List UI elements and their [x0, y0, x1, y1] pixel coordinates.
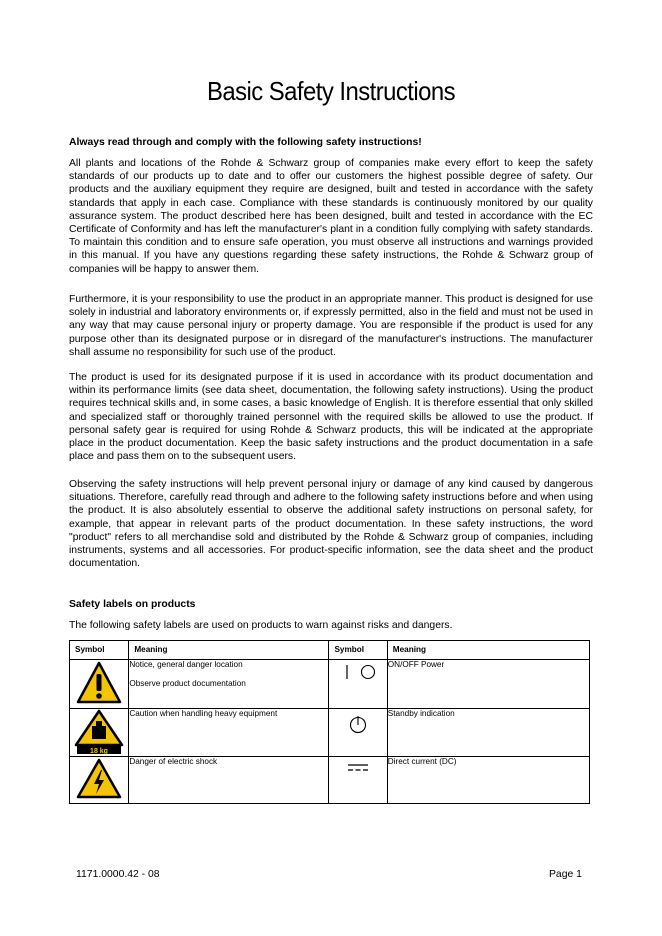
general-danger-icon	[75, 660, 123, 706]
meaning-text: Danger of electric shock	[129, 757, 218, 766]
electric-shock-icon	[75, 757, 123, 801]
paragraph: The product is used for its designated purpose if it is used in accordance with its product documentation and within its performance limits (see data sheet, documentation, the following safety instructions). Using the product requires technical skills and, in some cases, a basic knowledge of English. It is therefore essential that only skilled and specialized staff or thoroughly trained personnel with the required skills be allowed to use the product. If personal safety gear is required for using Rohde & Schwarz products, this will be indicated at the appropriate place in the product documentation. Keep the basic safety instructions and the product documentation in a safe place and pass them on to the subsequent users.	[69, 372, 593, 463]
symbol-cell	[70, 660, 129, 709]
table-row	[70, 757, 590, 804]
column-header: Symbol	[70, 641, 129, 660]
table-header-row	[70, 641, 590, 660]
column-header: Meaning	[387, 641, 589, 660]
section-lead: The following safety labels are used on products to warn against risks and dangers.	[69, 620, 453, 631]
meaning-text: Caution when handling heavy equipment	[129, 709, 278, 718]
intro-statement: Always read through and comply with the following safety instructions!	[69, 137, 422, 148]
paragraph: All plants and locations of the Rohde & Schwarz group of companies make every effort to keep the safety standards of our products up to date and to offer our customers the highest possible degree of safety. Our products and the auxiliary equipment they require are designed, built and tested in accordance with the safety standards that apply in each case. Compliance with these standards is continuously monitored by our quality assurance system. The product described here has been designed, built and tested in accordance with the EC Certificate of Conformity and has left the manufacturer's plant in a condition fully complying with safety standards. To maintain this condition and to ensure safe operation, you must observe all instructions and warnings provided in this manual. If you have any questions regarding these safety instructions, the Rohde & Schwarz group of companies will be happy to answer them.	[69, 158, 593, 275]
page-number: Page 1	[549, 869, 582, 880]
meaning-cell	[129, 660, 329, 709]
symbol-cell	[70, 757, 129, 804]
safety-labels-table	[69, 640, 590, 804]
meaning-cell	[129, 709, 329, 757]
symbol-cell	[70, 709, 129, 757]
column-header: Meaning	[129, 641, 329, 660]
table-row	[70, 709, 590, 757]
section-heading: Safety labels on products	[69, 599, 196, 610]
direct-current-icon	[333, 757, 383, 781]
weight-label: 18 kg	[90, 748, 109, 754]
symbol-cell	[329, 660, 387, 709]
meaning-text: Notice, general danger location	[129, 660, 243, 669]
symbol-cell	[329, 757, 387, 804]
heavy-equipment-icon	[73, 709, 125, 754]
meaning-cell: Standby indication	[387, 709, 589, 757]
standby-icon	[333, 709, 383, 749]
meaning-cell	[129, 757, 329, 804]
paragraph: Observing the safety instructions will help prevent personal injury or damage of any kind caused by dangerous situations. Therefore, carefully read through and adhere to the following safety instructions before and when using the product. It is also absolutely essential to observe the additional safety instructions on personal safety, for example, that appear in relevant parts of the product documentation. In these safety instructions, the word "product" refers to all merchandise sold and distributed by the Rohde & Schwarz group of companies, including instruments, systems and all accessories. For product-specific information, see the data sheet and the product documentation.	[69, 479, 593, 570]
column-header: Symbol	[329, 641, 387, 660]
table-row	[70, 660, 590, 709]
meaning-text: Observe product documentation	[129, 679, 246, 688]
page-title: Basic Safety Instructions	[206, 76, 456, 106]
meaning-cell: Direct current (DC)	[387, 757, 589, 804]
paragraph: Furthermore, it is your responsibility to use the product in an appropriate manner. This product is designed for use solely in industrial and laboratory environments or, if expressly permitted, also in the field and must not be used in any way that may cause personal injury or property damage. You are responsible if the product is used for any purpose other than its designated purpose or in disregard of the manufacturer's instructions. The manufacturer shall assume no responsibility for such use of the product.	[69, 294, 593, 358]
symbol-cell	[329, 709, 387, 757]
meaning-cell: ON/OFF Power	[387, 660, 589, 709]
on-off-power-icon	[333, 660, 383, 684]
doc-number: 1171.0000.42 - 08	[76, 869, 160, 880]
